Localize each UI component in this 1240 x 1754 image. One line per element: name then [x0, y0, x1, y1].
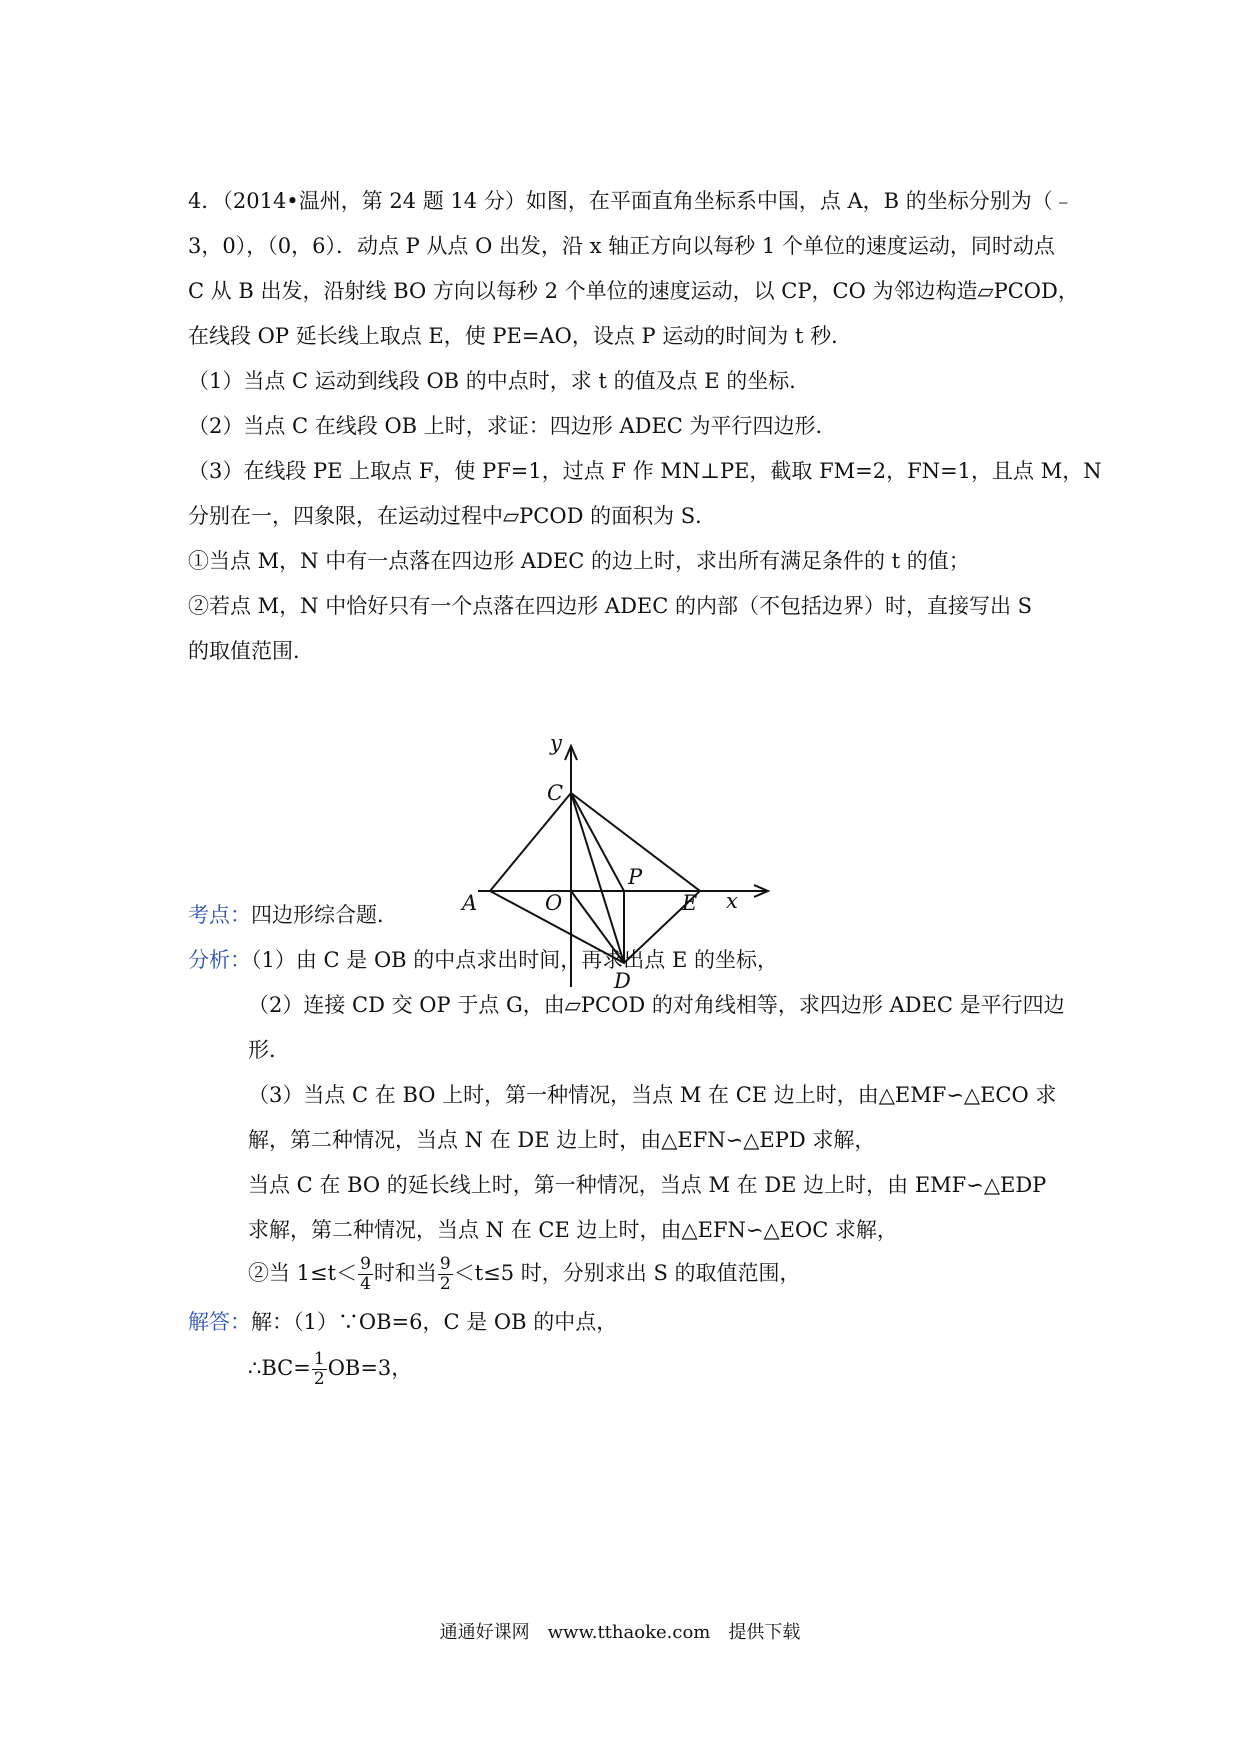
label-C: C: [547, 781, 564, 805]
range-prefix: ②当 1≤t＜: [248, 1261, 358, 1285]
label-y: y: [550, 731, 562, 755]
fenxi-line: 形．: [248, 1038, 290, 1062]
fraction-numerator: 9: [360, 1254, 371, 1274]
fenxi-range-line: [248, 1250, 1116, 1296]
problem-line: 3，0），（0，6）．动点 P 从点 O 出发，沿 x 轴正方向以每秒 1 个单位的速度运动，同时动点: [188, 234, 1055, 258]
fraction-denominator: 2: [439, 1274, 451, 1294]
fraction-denominator: 2: [313, 1369, 325, 1389]
problem-line: 在线段 OP 延长线上取点 E，使 PE=AO，设点 P 运动的时间为 t 秒．: [188, 324, 853, 348]
jieda-text: 解：（1）∵OB=6，C 是 OB 的中点，: [251, 1310, 618, 1334]
fenxi-line: 当点 C 在 BO 的延长线上时，第一种情况，当点 M 在 DE 边上时，由 EMF∽△EDP: [248, 1173, 1047, 1197]
problem-line: 4．（2014•温州，第 24 题 14 分）如图，在平面直角坐标系中国，点 A，B 的坐标分别为（﹣: [188, 189, 1074, 213]
fraction-numerator: 9: [439, 1254, 451, 1274]
fenxi-text: （1）由 C 是 OB 的中点求出时间，再求出点 E 的坐标，: [251, 948, 778, 972]
fenxi-line: （2）连接 CD 交 OP 于点 G，由▱PCOD 的对角线相等，求四边形 ADEC 是平行四边: [248, 993, 1065, 1017]
fenxi-line: 求解，第二种情况，当点 N 在 CE 边上时，由△EFN∽△EOC 求解，: [248, 1218, 898, 1242]
kaodian-text: 四边形综合题．: [251, 903, 398, 927]
range-suffix: ＜t≤5 时，分别求出 S 的取值范围，: [453, 1261, 801, 1285]
jieda-bc-line: [248, 1345, 1116, 1391]
quadrilateral-ADEC: [490, 793, 700, 963]
label-E: E: [682, 891, 698, 915]
fenxi-line: [188, 945, 1056, 975]
page-footer: 通通好课网 www.tthaoke.com 提供下载: [439, 1622, 801, 1643]
fraction-numerator: 1: [313, 1349, 325, 1369]
label-A: A: [462, 891, 478, 915]
problem-line: 分别在一，四象限，在运动过程中▱PCOD 的面积为 S．: [188, 504, 717, 528]
fenxi-line: 解，第二种情况，当点 N 在 DE 边上时，由△EFN∽△EPD 求解，: [248, 1128, 876, 1152]
bc-suffix: OB=3，: [327, 1356, 413, 1380]
jieda-tag: 解答：: [188, 1310, 251, 1334]
fenxi-line: （3）当点 C 在 BO 上时，第一种情况，当点 M 在 CE 边上时，由△EMF∽△ECO 求: [248, 1083, 1057, 1107]
fenxi-tag: 分析：: [188, 948, 251, 972]
jieda-line: [188, 1307, 1056, 1337]
fraction-1-2: [312, 1350, 327, 1389]
kaodian-tag: 考点：: [188, 903, 251, 927]
question-2: （2）当点 C 在线段 OB 上时，求证：四边形 ADEC 为平行四边形．: [188, 414, 837, 438]
problem-line: 的取值范围．: [188, 639, 314, 663]
label-D: D: [614, 969, 631, 993]
label-x: x: [726, 889, 738, 913]
label-O: O: [545, 891, 563, 915]
fraction-9-2: [438, 1255, 453, 1294]
question-1: （1）当点 C 运动到线段 OB 的中点时，求 t 的值及点 E 的坐标．: [188, 369, 811, 393]
question-3: （3）在线段 PE 上取点 F，使 PF=1，过点 F 作 MN⊥PE，截取 FM=2，FN=1，且点 M，N: [188, 459, 1102, 483]
fraction-9-4: [358, 1255, 373, 1294]
problem-line: C 从 B 出发，沿射线 BO 方向以每秒 2 个单位的速度运动，以 CP，CO 为邻边构造▱PCOD，: [188, 279, 1079, 303]
bc-prefix: ∴BC=: [248, 1356, 311, 1380]
fraction-denominator: 4: [360, 1274, 371, 1294]
label-P: P: [628, 865, 643, 889]
kaodian-line: [188, 900, 1056, 930]
question-3-part-1: ①当点 M，N 中有一点落在四边形 ADEC 的边上时，求出所有满足条件的 t 的值；: [188, 549, 970, 573]
range-mid: 时和当: [373, 1261, 437, 1285]
question-3-part-2: ②若点 M，N 中恰好只有一个点落在四边形 ADEC 的内部（不包括边界）时，直接写出 S: [188, 594, 1033, 618]
